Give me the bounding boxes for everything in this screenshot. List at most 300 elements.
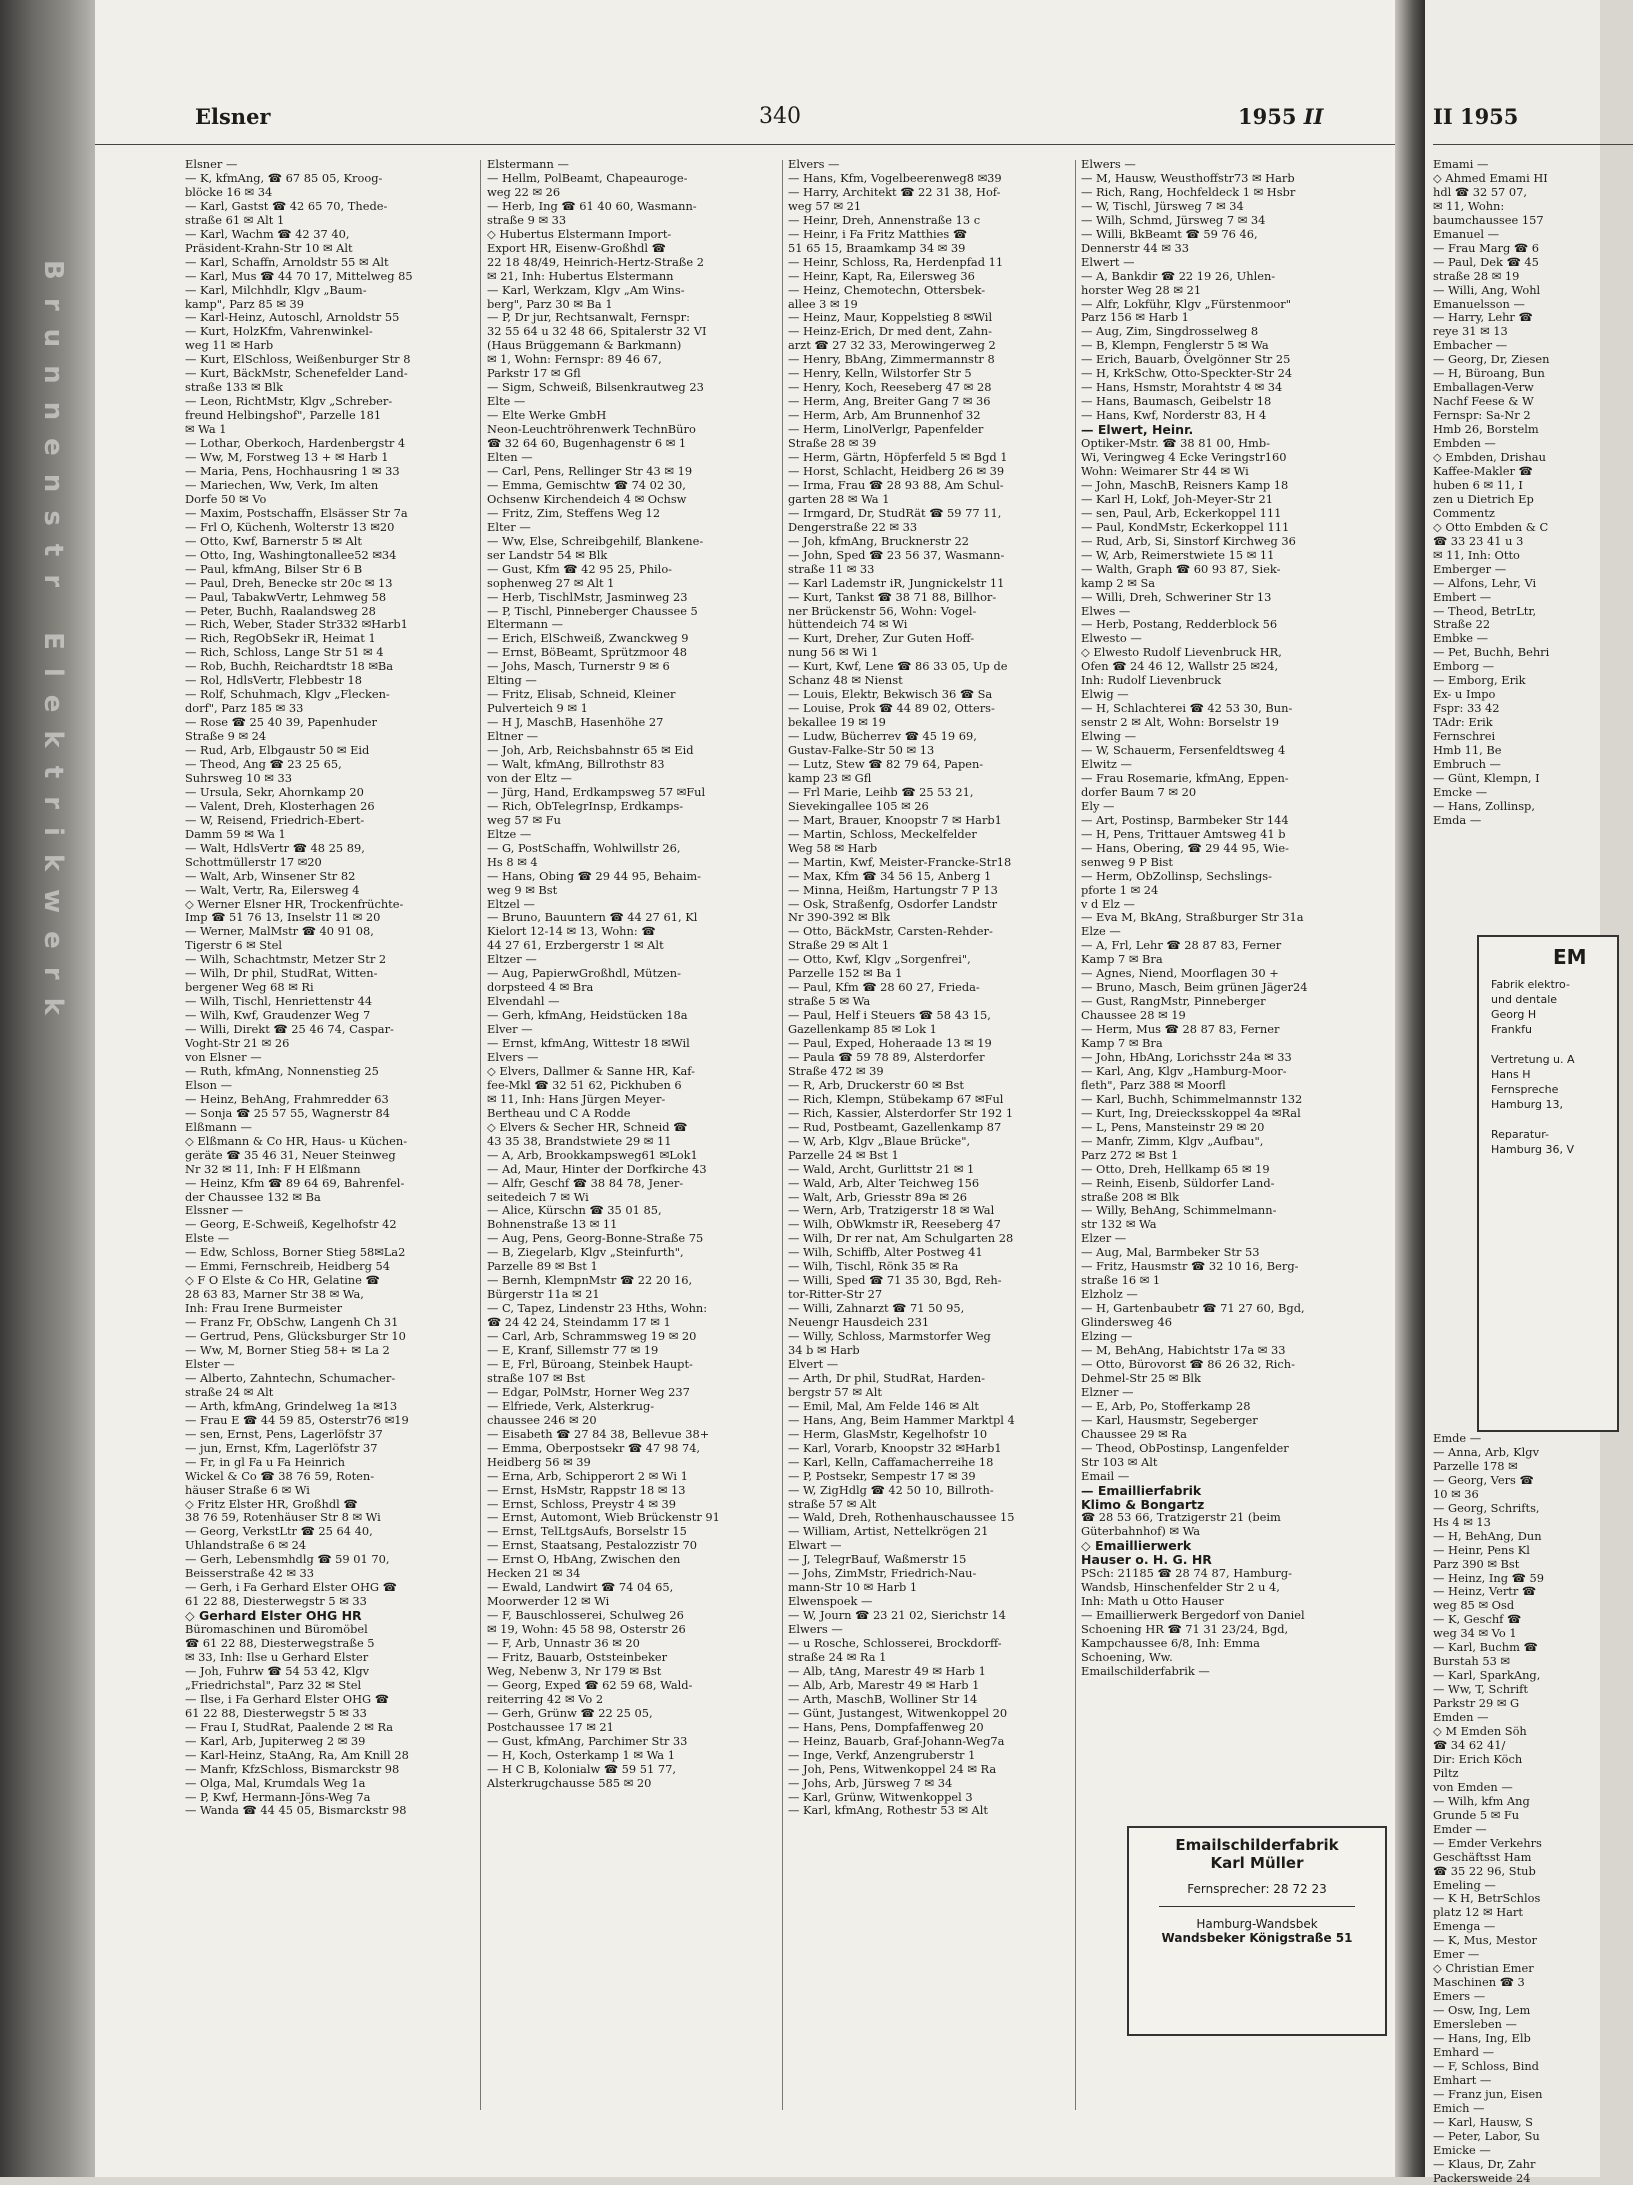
directory-entry: 44 27 61, Erzbergerstr 1 ✉ Alt bbox=[487, 938, 664, 953]
directory-entry: Beisserstraße 42 ✉ 33 bbox=[185, 1566, 315, 1581]
directory-entry: — B, Ziegelarb, Klgv „Steinfurth", bbox=[487, 1245, 684, 1260]
next-page-ad-line: Reparatur- bbox=[1491, 1128, 1549, 1141]
directory-entry: — sen, Paul, Arb, Eckerkoppel 111 bbox=[1081, 505, 1282, 520]
directory-entry: — K, Mus, Mestor bbox=[1433, 1933, 1537, 1948]
directory-entry: ☎ 32 64 60, Bugenhagenstr 6 ✉ 1 bbox=[487, 436, 687, 451]
directory-entry: — Karl, Schaffn, Arnoldstr 55 ✉ Alt bbox=[185, 254, 389, 269]
directory-entry: Eltner — bbox=[487, 729, 539, 744]
directory-entry: — Rich, RegObSekr iR, Heimat 1 bbox=[185, 631, 376, 646]
directory-entry: — Heinz, Kfm ☎ 89 64 69, Bahrenfel- bbox=[185, 1175, 405, 1190]
directory-entry: — Wilh, Schmd, Jürsweg 7 ✉ 34 bbox=[1081, 212, 1266, 227]
directory-entry: Emanuelsson — bbox=[1433, 296, 1525, 311]
directory-entry: Schoening HR ☎ 71 31 23/24, Bgd, bbox=[1081, 1622, 1289, 1637]
directory-entry: — Karl-Heinz, Autoschl, Arnoldstr 55 bbox=[185, 310, 400, 325]
directory-entry: — Aug, PapierwGroßhdl, Mützen- bbox=[487, 966, 681, 981]
directory-entry: — Johs, ZimMstr, Friedrich-Nau- bbox=[788, 1566, 977, 1581]
directory-entry: zen u Dietrich Ep bbox=[1433, 491, 1534, 506]
directory-entry: Emhart — bbox=[1433, 2072, 1492, 2087]
directory-entry: senstr 2 ✉ Alt, Wohn: Borselstr 19 bbox=[1081, 715, 1279, 730]
directory-entry: Emich — bbox=[1433, 2100, 1485, 2115]
directory-entry: kamp", Parz 85 ✉ 39 bbox=[185, 296, 305, 311]
directory-entry: hdl ☎ 32 57 07, bbox=[1433, 184, 1528, 199]
directory-entry: berg", Parz 30 ✉ Ba 1 bbox=[487, 296, 613, 311]
directory-entry: Gazellenkamp 85 ✉ Lok 1 bbox=[788, 1022, 937, 1037]
directory-entry: — Rich, Rang, Hochfeldeck 1 ✉ Hsbr bbox=[1081, 184, 1296, 199]
directory-entry: — Theod, ObPostinsp, Langenfelder bbox=[1081, 1440, 1289, 1455]
directory-entry: Elwitz — bbox=[1081, 756, 1132, 771]
directory-entry: — Max, Kfm ☎ 34 56 15, Anberg 1 bbox=[788, 868, 992, 883]
directory-entry: — Frl O, Küchenh, Wolterstr 13 ✉20 bbox=[185, 519, 395, 534]
column-divider bbox=[782, 160, 783, 2110]
directory-entry: Parkstr 29 ✉ G bbox=[1433, 1696, 1520, 1711]
directory-entry: — Rich, Klempn, Stübekamp 67 ✉Ful bbox=[788, 1091, 1004, 1106]
directory-entry: — Werner, MalMstr ☎ 40 91 08, bbox=[185, 924, 374, 939]
directory-entry: straße 5 ✉ Wa bbox=[788, 994, 871, 1009]
directory-entry: ✉ 11, Wohn: bbox=[1433, 198, 1505, 213]
next-page-column-lower bbox=[1433, 1432, 1603, 2185]
directory-entry: Elwing — bbox=[1081, 729, 1136, 744]
directory-entry: Eltermann — bbox=[487, 617, 563, 632]
directory-entry: Eltze — bbox=[487, 826, 532, 841]
directory-entry: str 132 ✉ Wa bbox=[1081, 1217, 1157, 1232]
directory-entry: — Paul, Dek ☎ 45 bbox=[1433, 254, 1539, 269]
directory-entry: ser Landstr 54 ✉ Blk bbox=[487, 547, 608, 562]
directory-entry: — Carl, Arb, Schrammsweg 19 ✉ 20 bbox=[487, 1329, 697, 1344]
directory-entry: — Ursula, Sekr, Ahornkamp 20 bbox=[185, 784, 364, 799]
directory-entry: Elzing — bbox=[1081, 1329, 1133, 1344]
directory-entry: 10 ✉ 36 bbox=[1433, 1486, 1479, 1501]
directory-entry: — Walt, Arb, Winsener Str 82 bbox=[185, 868, 356, 883]
directory-entry: — Franz jun, Eisen bbox=[1433, 2086, 1543, 2101]
directory-entry: — Herm, Arb, Am Brunnenhof 32 bbox=[788, 408, 981, 423]
directory-entry: Kielort 12-14 ✉ 13, Wohn: ☎ bbox=[487, 924, 656, 939]
directory-entry: — M, BehAng, Habichtstr 17a ✉ 33 bbox=[1081, 1343, 1286, 1358]
directory-entry: — Otto, BäckMstr, Carsten-Rehder- bbox=[788, 924, 993, 939]
directory-entry: Ex- u Impo bbox=[1433, 687, 1496, 702]
directory-entry: Hauser o. H. G. HR bbox=[1081, 1552, 1212, 1568]
directory-entry: — Kurt, HolzKfm, Vahrenwinkel- bbox=[185, 324, 373, 339]
directory-entry: Gustav-Falke-Str 50 ✉ 13 bbox=[788, 743, 935, 758]
directory-entry: ✉ 1, Wohn: Fernspr: 89 46 67, bbox=[487, 352, 662, 367]
directory-entry: — H, Schlachterei ☎ 42 53 30, Bun- bbox=[1081, 701, 1293, 716]
directory-entry: — Wilh, Dr phil, StudRat, Witten- bbox=[185, 966, 378, 981]
directory-entry: ☎ 35 22 96, Stub bbox=[1433, 1863, 1536, 1878]
directory-entry: — Karl, Milchhdlr, Klgv „Baum- bbox=[185, 282, 367, 297]
directory-entry: 28 63 83, Marner Str 38 ✉ Wa, bbox=[185, 1287, 364, 1302]
directory-entry: — Ernst, Automont, Wieb Brückenstr 91 bbox=[487, 1510, 720, 1525]
directory-entry: 51 65 15, Braamkamp 34 ✉ 39 bbox=[788, 240, 966, 255]
directory-entry: arzt ☎ 27 32 33, Merowingerweg 2 bbox=[788, 338, 996, 353]
directory-entry: — Wern, Arb, Tratzigerstr 18 ✉ Wal bbox=[788, 1203, 995, 1218]
directory-entry: — Ernst O, HbAng, Zwischen den bbox=[487, 1552, 681, 1567]
directory-entry: — Ww, M, Borner Stieg 58+ ✉ La 2 bbox=[185, 1343, 390, 1358]
next-page-ad-line: Fabrik elektro- bbox=[1491, 978, 1570, 991]
directory-entry: freund Helbingshof", Parzelle 181 bbox=[185, 408, 382, 423]
directory-entry: Elson — bbox=[185, 1077, 233, 1092]
directory-entry: — Hans, Zollinsp, bbox=[1433, 798, 1535, 813]
directory-entry: — Johs, Masch, Turnerstr 9 ✉ 6 bbox=[487, 659, 670, 674]
directory-entry: — Walt, kfmAng, Billrothstr 83 bbox=[487, 756, 665, 771]
directory-entry: Parzelle 152 ✉ Ba 1 bbox=[788, 966, 903, 981]
directory-entry: Büromaschinen und Büromöbel bbox=[185, 1622, 368, 1637]
directory-entry: — Martin, Schloss, Meckelfelder bbox=[788, 826, 977, 841]
directory-entry: — Heinr, Kapt, Ra, Eilersweg 36 bbox=[788, 268, 975, 283]
directory-entry: ✉ 11, Inh: Hans Jürgen Meyer- bbox=[487, 1091, 666, 1106]
directory-entry: ◇ Ahmed Emami HI bbox=[1433, 170, 1548, 185]
directory-entry: Emailschilderfabrik — bbox=[1081, 1663, 1210, 1678]
directory-entry: Alsterkrugchausse 585 ✉ 20 bbox=[487, 1775, 652, 1790]
directory-entry: — Theod, BetrLtr, bbox=[1433, 603, 1537, 618]
directory-entry: — P, Dr jur, Rechtsanwalt, Fernspr: bbox=[487, 310, 690, 325]
directory-entry: — Emaillierwerk Bergedorf von Daniel bbox=[1081, 1608, 1305, 1623]
directory-entry: — Hellm, PolBeamt, Chapeauroge- bbox=[487, 170, 688, 185]
directory-entry: — John, HbAng, Lorichsstr 24a ✉ 33 bbox=[1081, 1050, 1292, 1064]
directory-entry: Emde — bbox=[1433, 1431, 1482, 1445]
directory-entry: (Haus Brüggemann & Barkmann) bbox=[487, 338, 682, 353]
directory-entry: 34 b ✉ Harb bbox=[788, 1343, 860, 1358]
directory-entry: Dengerstraße 22 ✉ 33 bbox=[788, 519, 918, 534]
directory-entry: Dorfe 50 ✉ Vo bbox=[185, 491, 267, 506]
directory-entry: — Karl, Buchm ☎ bbox=[1433, 1640, 1538, 1655]
directory-entry: — Heinz, Chemotechn, Ottersbek- bbox=[788, 282, 986, 297]
directory-entry: — Wilh, Kwf, Graudenzer Weg 7 bbox=[185, 1008, 371, 1023]
directory-entry: — Willi, Sped ☎ 71 35 30, Bgd, Reh- bbox=[788, 1273, 1002, 1288]
directory-entry: senweg 9 P Bist bbox=[1081, 854, 1173, 869]
directory-entry: — Heinz, Ing ☎ 59 bbox=[1433, 1570, 1544, 1585]
directory-entry: — jun, Ernst, Kfm, Lagerlöfstr 37 bbox=[185, 1440, 378, 1455]
directory-entry: ◇ Elwesto Rudolf Lievenbruck HR, bbox=[1081, 645, 1282, 660]
directory-entry: — Mariechen, Ww, Verk, Im alten bbox=[185, 477, 379, 492]
directory-entry: Sievekingallee 105 ✉ 26 bbox=[788, 798, 929, 813]
directory-entry: — Karl, Buchh, Schimmelmannstr 132 bbox=[1081, 1091, 1303, 1106]
directory-entry: ✉ 11, Inh: Otto bbox=[1433, 547, 1520, 562]
directory-entry: ◇ Otto Embden & C bbox=[1433, 519, 1549, 534]
directory-entry: Elvers — bbox=[487, 1050, 539, 1064]
directory-entry: — H, Pens, Trittauer Amtsweg 41 b bbox=[1081, 826, 1286, 841]
directory-entry: — Kurt, Dreher, Zur Guten Hoff- bbox=[788, 631, 975, 646]
directory-entry: — Ernst, TelLtgsAufs, Borselstr 15 bbox=[487, 1524, 687, 1539]
book-gutter bbox=[1395, 0, 1425, 2177]
directory-entry: — William, Artist, Nettelkrögen 21 bbox=[788, 1524, 989, 1539]
directory-entry: — Eva M, BkAng, Straßburger Str 31a bbox=[1081, 910, 1304, 925]
directory-entry: — Jürg, Hand, Erdkampsweg 57 ✉Ful bbox=[487, 784, 706, 799]
directory-entry: — W, Reisend, Friedrich-Ebert- bbox=[185, 812, 365, 827]
directory-entry: — Rud, Postbeamt, Gazellenkamp 87 bbox=[788, 1119, 1002, 1134]
directory-entry: ◇ Christian Emer bbox=[1433, 1961, 1534, 1976]
directory-entry: Elze — bbox=[1081, 924, 1121, 939]
directory-entry: — Willi, Ang, Wohl bbox=[1433, 282, 1541, 297]
directory-entry: — H, Koch, Osterkamp 1 ✉ Wa 1 bbox=[487, 1747, 675, 1762]
directory-entry: Elver — bbox=[487, 1022, 533, 1037]
directory-entry: ◇ Elvers & Secher HR, Schneid ☎ bbox=[487, 1119, 688, 1134]
directory-entry: — Edgar, PolMstr, Horner Weg 237 bbox=[487, 1384, 690, 1399]
directory-entry: — Hans, Kwf, Norderstr 83, H 4 bbox=[1081, 408, 1267, 423]
directory-entry: — Manfr, Zimm, Klgv „Aufbau", bbox=[1081, 1133, 1264, 1148]
directory-entry: — Herm, ObZollinsp, Sechslings- bbox=[1081, 868, 1272, 883]
directory-entry: — R, Arb, Druckerstr 60 ✉ Bst bbox=[788, 1077, 964, 1092]
next-page-column bbox=[1433, 158, 1603, 828]
left-margin-text: Brunnenstr Elektrikwerk bbox=[38, 260, 68, 1033]
directory-entry: — Lothar, Oberkoch, Hardenbergstr 4 bbox=[185, 436, 406, 451]
directory-entry: — L, Pens, Mansteinstr 29 ✉ 20 bbox=[1081, 1119, 1265, 1134]
directory-entry: Emer — bbox=[1433, 1947, 1480, 1962]
directory-entry: weg 11 ✉ Harb bbox=[185, 338, 274, 353]
directory-entry: dorf", Parz 185 ✉ 33 bbox=[185, 701, 304, 716]
directory-entry: — Alfr, Geschf ☎ 38 84 78, Jener- bbox=[487, 1175, 684, 1190]
directory-entry: Grunde 5 ✉ Fu bbox=[1433, 1807, 1520, 1822]
directory-entry: Schottmüllerstr 17 ✉20 bbox=[185, 854, 322, 869]
directory-entry: — Rich, Schloss, Lange Str 51 ✉ 4 bbox=[185, 645, 384, 660]
directory-entry: — Karl, Grünw, Witwenkoppel 3 bbox=[788, 1789, 973, 1804]
directory-entry: häuser Straße 6 ✉ Wi bbox=[185, 1482, 310, 1497]
directory-entry: — Willy, Schloss, Marmstorfer Weg bbox=[788, 1329, 991, 1344]
directory-entry: — Günt, Justangest, Witwenkoppel 20 bbox=[788, 1705, 1008, 1720]
directory-entry: — Ernst, HsMstr, Rappstr 18 ✉ 13 bbox=[487, 1482, 686, 1497]
directory-entry: Wi, Veringweg 4 Ecke Veringstr160 bbox=[1081, 450, 1287, 465]
directory-entry: Chaussee 29 ✉ Ra bbox=[1081, 1426, 1187, 1441]
directory-entry: — Otto, Kwf, Klgv „Sorgenfrei", bbox=[788, 952, 971, 967]
directory-entry: Hs 4 ✉ 13 bbox=[1433, 1514, 1491, 1529]
directory-entry: — Erna, Arb, Schipperort 2 ✉ Wi 1 bbox=[487, 1468, 688, 1483]
directory-entry: Emersleben — bbox=[1433, 2017, 1517, 2032]
directory-entry: Burstah 53 ✉ bbox=[1433, 1654, 1510, 1669]
directory-entry: — Fr, in gl Fa u Fa Heinrich bbox=[185, 1454, 346, 1469]
directory-entry: — Karl, Hausmstr, Segeberger bbox=[1081, 1412, 1258, 1427]
directory-entry: ◇ Elßmann & Co HR, Haus- u Küchen- bbox=[185, 1133, 408, 1148]
directory-entry: straße 24 ✉ Alt bbox=[185, 1384, 274, 1399]
directory-entry: Schoening, Ww. bbox=[1081, 1649, 1173, 1664]
directory-entry: Embacher — bbox=[1433, 338, 1508, 353]
directory-entry: — Valent, Dreh, Klosterhagen 26 bbox=[185, 798, 375, 813]
directory-entry: — Anna, Arb, Klgv bbox=[1433, 1444, 1540, 1459]
directory-entry: — Ernst, kfmAng, Wittestr 18 ✉Wil bbox=[487, 1036, 690, 1051]
directory-entry: — Johs, Arb, Jürsweg 7 ✉ 34 bbox=[788, 1775, 953, 1790]
directory-entry: — Rud, Arb, Elbgaustr 50 ✉ Eid bbox=[185, 743, 370, 758]
directory-entry: von Elsner — bbox=[185, 1050, 262, 1064]
directory-entry: Wohn: Weimarer Str 44 ✉ Wi bbox=[1081, 463, 1249, 478]
directory-page bbox=[95, 0, 1395, 2177]
next-page-ad-line: EM bbox=[1553, 945, 1587, 969]
directory-entry: — F, Schloss, Bind bbox=[1433, 2058, 1539, 2073]
directory-entry: — Wilh, Tischl, Henriettenstr 44 bbox=[185, 994, 373, 1009]
directory-entry: — Herm, GlasMstr, Kegelhofstr 10 bbox=[788, 1426, 988, 1441]
directory-entry: — Wilh, Schiffb, Alter Postweg 41 bbox=[788, 1245, 983, 1260]
directory-entry: Packersweide 24 bbox=[1433, 2170, 1531, 2185]
directory-entry: kamp 2 ✉ Sa bbox=[1081, 575, 1156, 590]
directory-entry: — W, Schauerm, Fersenfeldtsweg 4 bbox=[1081, 743, 1286, 758]
directory-entry: — Ww, M, Forstweg 13 + ✉ Harb 1 bbox=[185, 450, 389, 465]
directory-entry: ◇ Elvers, Dallmer & Sanne HR, Kaf- bbox=[487, 1063, 695, 1078]
directory-entry: — F, Bauschlosserei, Schulweg 26 bbox=[487, 1608, 684, 1623]
directory-entry: Geschäftsst Ham bbox=[1433, 1849, 1532, 1864]
directory-entry: Straße 22 bbox=[1433, 617, 1491, 632]
directory-entry: — Joh, Pens, Witwenkoppel 24 ✉ Ra bbox=[788, 1761, 997, 1776]
directory-entry: — Georg, Exped ☎ 62 59 68, Wald- bbox=[487, 1677, 693, 1692]
directory-entry: — Gertrud, Pens, Glücksburger Str 10 bbox=[185, 1329, 406, 1344]
directory-entry: Moorwerder 12 ✉ Wi bbox=[487, 1594, 610, 1609]
directory-entry: — Hans, Ang, Beim Hammer Marktpl 4 bbox=[788, 1412, 1015, 1427]
directory-entry: Uhlandstraße 6 ✉ 24 bbox=[185, 1538, 307, 1553]
directory-entry: Neuengr Hausdeich 231 bbox=[788, 1315, 930, 1330]
directory-entry: Wickel & Co ☎ 38 76 59, Roten- bbox=[185, 1468, 375, 1483]
directory-entry: — Bruno, Bauuntern ☎ 44 27 61, Kl bbox=[487, 910, 698, 925]
directory-entry: — Hans, Obering, ☎ 29 44 95, Wie- bbox=[1081, 840, 1290, 855]
directory-entry: — Walt, Arb, Griesstr 89a ✉ 26 bbox=[788, 1189, 968, 1204]
directory-entry: Ofen ☎ 24 46 12, Wallstr 25 ✉24, bbox=[1081, 659, 1279, 674]
directory-entry: Hecken 21 ✉ 34 bbox=[487, 1566, 581, 1581]
directory-entry: — Henry, BbAng, Zimmermannstr 8 bbox=[788, 352, 995, 367]
directory-entry: — Gerh, kfmAng, Heidstücken 18a bbox=[487, 1008, 688, 1023]
directory-entry: — Fritz, Bauarb, Oststeinbeker bbox=[487, 1649, 668, 1664]
directory-entry: — Heinz, Vertr ☎ bbox=[1433, 1584, 1537, 1599]
directory-entry: — u Rosche, Schlosserei, Brockdorff- bbox=[788, 1636, 1002, 1651]
directory-entry: Voght-Str 21 ✉ 26 bbox=[185, 1036, 290, 1051]
directory-entry: Parzelle 24 ✉ Bst 1 bbox=[788, 1147, 899, 1162]
directory-entry: — Georg, Dr, Ziesen bbox=[1433, 352, 1550, 367]
directory-entry: dorfer Baum 7 ✉ 20 bbox=[1081, 784, 1197, 799]
directory-entry: — Minna, Heißm, Hartungstr 7 P 13 bbox=[788, 882, 998, 897]
directory-entry: Dennerstr 44 ✉ 33 bbox=[1081, 240, 1189, 255]
directory-entry: — Emder Verkehrs bbox=[1433, 1835, 1542, 1850]
directory-entry: — Sigm, Schweiß, Bilsenkrautweg 23 bbox=[487, 380, 704, 395]
directory-entry: — Rose ☎ 25 40 39, Papenhuder bbox=[185, 715, 377, 730]
directory-entry: baumchaussee 157 bbox=[1433, 212, 1544, 227]
directory-entry: v d Elz — bbox=[1081, 896, 1135, 911]
directory-entry: — Irma, Frau ☎ 28 93 88, Am Schul- bbox=[788, 477, 1004, 492]
directory-entry: weg 57 ✉ 21 bbox=[788, 198, 862, 213]
directory-entry: der Chaussee 132 ✉ Ba bbox=[185, 1189, 321, 1204]
directory-entry: — Carl, Pens, Rellinger Str 43 ✉ 19 bbox=[487, 463, 693, 478]
directory-entry: — Emma, Oberpostsekr ☎ 47 98 74, bbox=[487, 1440, 701, 1455]
next-page-ad-line: Fernspreche bbox=[1491, 1083, 1559, 1096]
directory-entry: — Hans, Obing ☎ 29 44 95, Behaim- bbox=[487, 868, 701, 883]
directory-entry: Elten — bbox=[487, 450, 533, 465]
directory-entry: Parz 390 ✉ Bst bbox=[1433, 1556, 1520, 1571]
directory-entry: Elsner — bbox=[185, 157, 238, 171]
directory-entry: Glindersweg 46 bbox=[1081, 1315, 1172, 1330]
directory-entry: — Willy, BehAng, Schimmelmann- bbox=[1081, 1203, 1277, 1218]
directory-entry: — Wald, Arb, Alter Teichweg 156 bbox=[788, 1175, 980, 1190]
next-page-header: II 1955 bbox=[1433, 104, 1633, 145]
next-page-ad-line: Vertretung u. A bbox=[1491, 1053, 1575, 1066]
directory-entry: dorpsteed 4 ✉ Bra bbox=[487, 980, 594, 995]
directory-entry: — A, Frl, Lehr ☎ 28 87 83, Ferner bbox=[1081, 938, 1282, 953]
directory-entry: — E, Frl, Büroang, Steinbek Haupt- bbox=[487, 1356, 693, 1371]
directory-entry: — Karl Lademstr iR, Jungnickelstr 11 bbox=[788, 575, 1005, 590]
column-divider bbox=[480, 160, 481, 2110]
scan-left-edge bbox=[0, 0, 95, 2177]
directory-entry: — Rud, Arb, Si, Sinstorf Kirchweg 36 bbox=[1081, 533, 1296, 548]
directory-entry: — Georg, Schrifts, bbox=[1433, 1500, 1540, 1515]
directory-entry: — Art, Postinsp, Barmbeker Str 144 bbox=[1081, 812, 1289, 827]
directory-entry: weg 22 ✉ 26 bbox=[487, 184, 561, 199]
directory-entry: straße 28 ✉ 19 bbox=[1433, 268, 1520, 283]
directory-entry: — Elte Werke GmbH bbox=[487, 408, 607, 423]
directory-entry: Nr 32 ✉ 11, Inh: F H Elßmann bbox=[185, 1161, 361, 1176]
directory-entry: — Paul, TabakwVertr, Lehmweg 58 bbox=[185, 589, 387, 604]
directory-entry: Inh: Rudolf Lievenbruck bbox=[1081, 673, 1221, 688]
directory-entry: — H, KrkSchw, Otto-Speckter-Str 24 bbox=[1081, 366, 1293, 381]
directory-entry: — Georg, VerkstLtr ☎ 25 64 40, bbox=[185, 1524, 373, 1539]
directory-entry: — Karl H, Lokf, Joh-Meyer-Str 21 bbox=[1081, 491, 1273, 506]
directory-entry: Parkstr 17 ✉ Gfl bbox=[487, 366, 581, 381]
directory-entry: Schanz 48 ✉ Nienst bbox=[788, 673, 903, 688]
directory-entry: Ely — bbox=[1081, 798, 1115, 813]
directory-entry: von Emden — bbox=[1433, 1779, 1513, 1794]
directory-entry: Elstermann — bbox=[487, 157, 569, 171]
directory-entry: — Joh, Fuhrw ☎ 54 53 42, Klgv bbox=[185, 1663, 370, 1678]
directory-entry: — Gust, Kfm ☎ 42 95 25, Philo- bbox=[487, 561, 673, 576]
page-header bbox=[95, 104, 1395, 145]
next-page-ad-line: Hamburg 36, V bbox=[1491, 1143, 1575, 1156]
directory-entry: Piltz bbox=[1433, 1765, 1459, 1780]
directory-entry: mann-Str 10 ✉ Harb 1 bbox=[788, 1580, 918, 1595]
directory-entry: — Willi, Zahnarzt ☎ 71 50 95, bbox=[788, 1301, 965, 1316]
directory-entry: — Alfr, Lokführ, Klgv „Fürstenmoor" bbox=[1081, 296, 1291, 311]
directory-entry: — Aug, Mal, Barmbeker Str 53 bbox=[1081, 1245, 1260, 1260]
directory-entry: — Harry, Lehr ☎ bbox=[1433, 310, 1533, 325]
directory-entry: ◇ Embden, Drishau bbox=[1433, 450, 1546, 465]
directory-entry: — Horst, Schlacht, Heidberg 26 ✉ 39 bbox=[788, 463, 1005, 478]
directory-entry: Elßmann — bbox=[185, 1119, 252, 1134]
directory-entry: Elter — bbox=[487, 519, 531, 534]
directory-entry: straße 16 ✉ 1 bbox=[1081, 1273, 1161, 1288]
directory-entry: — Alfons, Lehr, Vi bbox=[1433, 575, 1537, 590]
directory-entry: — Ww, Else, Schreibgehilf, Blankene- bbox=[487, 533, 704, 548]
directory-entry: — Arth, MaschB, Wolliner Str 14 bbox=[788, 1691, 978, 1706]
directory-entry: — Rolf, Schuhmach, Klgv „Flecken- bbox=[185, 687, 390, 702]
directory-entry: Emcke — bbox=[1433, 784, 1488, 799]
ad-line-1: Emailschilderfabrik bbox=[1175, 1836, 1339, 1854]
directory-entry: Heidberg 56 ✉ 39 bbox=[487, 1454, 591, 1469]
directory-entry: Güterbahnhof) ✉ Wa bbox=[1081, 1524, 1201, 1539]
directory-entry: — Paul, kfmAng, Bilser Str 6 B bbox=[185, 561, 363, 576]
directory-entry: ◇ Gerhard Elster OHG HR bbox=[185, 1608, 362, 1624]
directory-entry: pforte 1 ✉ 24 bbox=[1081, 882, 1159, 897]
directory-entry: — Mart, Brauer, Knoopstr 7 ✉ Harb1 bbox=[788, 812, 1002, 827]
directory-entry: — Fritz, Zim, Steffens Weg 12 bbox=[487, 505, 661, 520]
directory-entry: Emhard — bbox=[1433, 2044, 1494, 2059]
directory-entry: Maschinen ☎ 3 bbox=[1433, 1975, 1525, 1990]
directory-entry: Embden — bbox=[1433, 436, 1496, 451]
directory-entry: — Paul, Kfm ☎ 28 60 27, Frieda- bbox=[788, 980, 980, 995]
directory-entry: von der Eltz — bbox=[487, 770, 572, 785]
directory-entry: Imp ☎ 51 76 13, Inselstr 11 ✉ 20 bbox=[185, 910, 381, 925]
directory-entry: Embruch — bbox=[1433, 756, 1501, 771]
directory-entry: Nachf Feese & W bbox=[1433, 394, 1534, 409]
directory-entry: Elssner — bbox=[185, 1203, 244, 1218]
directory-entry: Elster — bbox=[185, 1356, 235, 1371]
directory-entry: Kaffee-Makler ☎ bbox=[1433, 463, 1533, 478]
directory-entry: ☎ 24 42 24, Steindamm 17 ✉ 1 bbox=[487, 1315, 671, 1330]
directory-entry: — Karl, Wachm ☎ 42 37 40, bbox=[185, 226, 350, 241]
advertisement-box bbox=[1127, 1826, 1387, 2036]
directory-entry: — Heinr, Schloss, Ra, Herdenpfad 11 bbox=[788, 254, 1004, 269]
directory-entry: — P, Kwf, Hermann-Jöns-Weg 7a bbox=[185, 1789, 371, 1804]
directory-entry: — E, Arb, Po, Stofferkamp 28 bbox=[1081, 1398, 1251, 1413]
directory-entry: — Reinh, Eisenb, Süldorfer Land- bbox=[1081, 1175, 1275, 1190]
directory-entry: — Walth, Graph ☎ 60 93 87, Siek- bbox=[1081, 561, 1281, 576]
directory-entry: Kamp 7 ✉ Bra bbox=[1081, 952, 1163, 967]
directory-entry: Dehmel-Str 25 ✉ Blk bbox=[1081, 1370, 1201, 1385]
column-divider bbox=[1075, 160, 1076, 2110]
directory-entry: — Georg, E-Schweiß, Kegelhofstr 42 bbox=[185, 1217, 397, 1232]
directory-entry: — Karl-Heinz, StaAng, Ra, Am Knill 28 bbox=[185, 1747, 409, 1762]
column-2 bbox=[487, 158, 787, 2118]
ad-line-3: Fernsprecher: 28 72 23 bbox=[1187, 1882, 1327, 1896]
directory-entry: — Agnes, Niend, Moorflagen 30 + bbox=[1081, 966, 1279, 981]
directory-entry: Nr 390-392 ✉ Blk bbox=[788, 910, 891, 925]
